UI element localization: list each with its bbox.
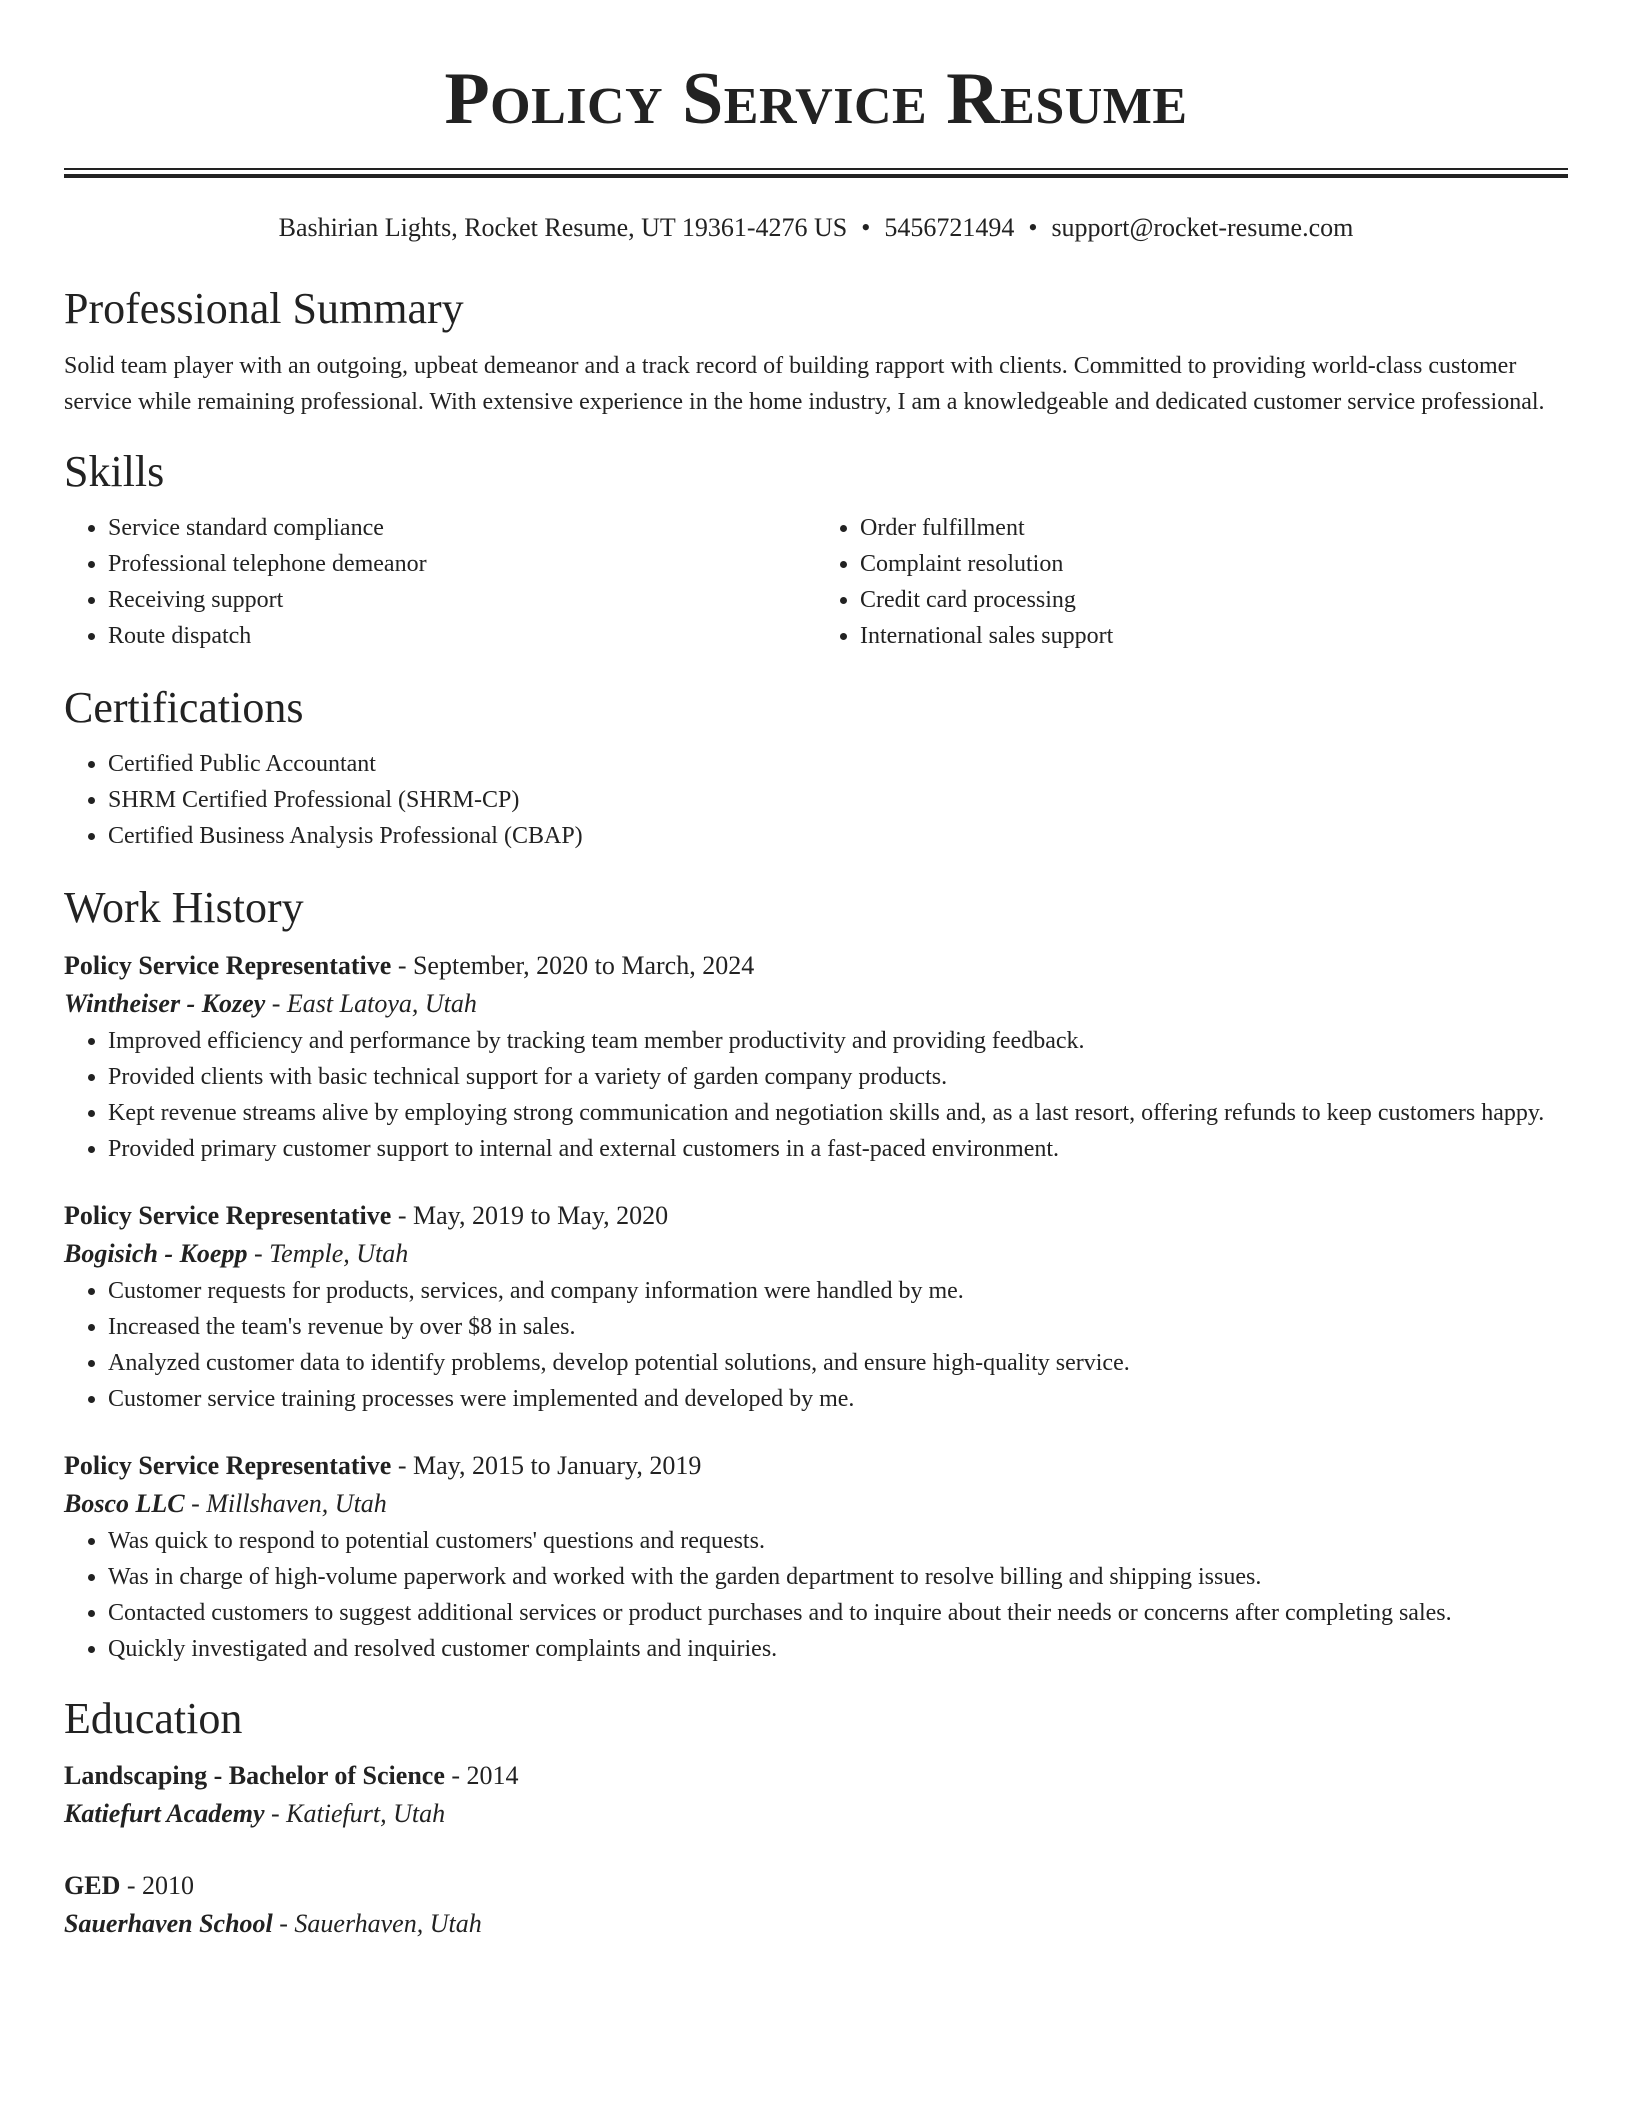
education-degree: GED	[64, 1871, 121, 1901]
contact-email: support@rocket-resume.com	[1051, 213, 1354, 242]
job-bullets	[64, 1273, 1568, 1417]
job-header	[64, 1447, 1568, 1485]
education-entry	[64, 1757, 1568, 1833]
job-bullet: • Customer requests for products, services, and company information were handled by me.	[108, 1273, 1568, 1309]
skill-item: • Credit card processing	[860, 582, 1568, 618]
job-entry	[64, 1197, 1568, 1417]
job-bullet: • Provided primary customer support to internal and external customers in a fast-paced environment.	[108, 1131, 1568, 1167]
job-bullet: • Was in charge of high-volume paperwork and worked with the garden department to resolve billing and shipping issues.	[108, 1559, 1568, 1595]
job-company-line	[64, 1485, 1568, 1523]
skill-item: • Route dispatch	[108, 618, 816, 654]
certifications-list	[64, 746, 1568, 854]
skill-item: • Receiving support	[108, 582, 816, 618]
education-school: Katiefurt Academy	[64, 1799, 265, 1829]
job-location: - East Latoya, Utah	[265, 988, 477, 1018]
job-header	[64, 947, 1568, 985]
job-bullet: • Contacted customers to suggest additional services or product purchases and to inquire about their needs or concerns after completing sales.	[108, 1595, 1568, 1631]
education-year: - 2014	[444, 1761, 519, 1791]
education-heading: Education	[64, 1693, 243, 1743]
job-bullet: • Quickly investigated and resolved customer complaints and inquiries.	[108, 1631, 1568, 1667]
job-company: Wintheiser - Kozey	[64, 988, 266, 1018]
job-company-line	[64, 985, 1568, 1023]
education-school-line	[64, 1905, 1568, 1943]
education-location: - Sauerhaven, Utah	[272, 1909, 482, 1939]
education-degree: Landscaping - Bachelor of Science	[64, 1761, 445, 1791]
job-bullets	[64, 1523, 1568, 1667]
skill-item: • Professional telephone demeanor	[108, 546, 816, 582]
contact-address: Bashirian Lights, Rocket Resume, UT 19361-4276 US	[278, 213, 848, 242]
job-bullet: • Analyzed customer data to identify problems, develop potential solutions, and ensure high-quality service.	[108, 1345, 1568, 1381]
job-title: Policy Service Representative	[64, 1200, 392, 1230]
contact-separator: •	[861, 213, 871, 242]
job-title: Policy Service Representative	[64, 1450, 392, 1480]
job-dates: - September, 2020 to March, 2024	[391, 950, 755, 980]
job-entry	[64, 1447, 1568, 1667]
skill-item: • International sales support	[860, 618, 1568, 654]
contact-line	[64, 212, 1568, 243]
job-title: Policy Service Representative	[64, 950, 392, 980]
job-dates: - May, 2015 to January, 2019	[391, 1450, 702, 1480]
education-header	[64, 1757, 1568, 1795]
job-company: Bogisich - Koepp	[64, 1238, 248, 1268]
work-history-heading: Work History	[64, 883, 304, 933]
skills-heading: Skills	[64, 446, 165, 496]
skill-item: • Complaint resolution	[860, 546, 1568, 582]
skill-item: • Order fulfillment	[860, 510, 1568, 546]
certifications-heading: Certifications	[64, 682, 304, 732]
job-company-line	[64, 1235, 1568, 1273]
education-location: - Katiefurt, Utah	[264, 1799, 446, 1829]
contact-phone: 5456721494	[884, 213, 1015, 242]
contact-separator: •	[1028, 213, 1038, 242]
education-year: - 2010	[120, 1871, 195, 1901]
summary-text: Solid team player with an outgoing, upbeat demeanor and a track record of building rapport with clients. Committed to providing world-class customer service while remaining professional. With extensive experience in the home industry, I am a knowledgeable and dedicated customer service professional.	[64, 352, 1545, 415]
job-bullet: • Kept revenue streams alive by employing strong communication and negotiation skills and, as a last resort, offering refunds to keep customers happy.	[108, 1095, 1568, 1131]
job-entry	[64, 947, 1568, 1167]
certification-item: • Certified Public Accountant	[108, 746, 1568, 782]
certification-item: • SHRM Certified Professional (SHRM-CP)	[108, 782, 1568, 818]
summary-heading: Professional Summary	[64, 284, 464, 334]
job-company: Bosco LLC	[64, 1488, 185, 1518]
job-dates: - May, 2019 to May, 2020	[391, 1200, 669, 1230]
skills-column-right	[816, 510, 1568, 654]
job-bullet: • Customer service training processes were implemented and developed by me.	[108, 1381, 1568, 1417]
certification-item: • Certified Business Analysis Professional (CBAP)	[108, 818, 1568, 854]
education-header	[64, 1867, 1568, 1905]
education-school: Sauerhaven School	[64, 1909, 273, 1939]
page-title: Policy Service Resume	[444, 58, 1188, 140]
job-bullets	[64, 1023, 1568, 1167]
skills-column-left	[64, 510, 816, 654]
job-location: - Temple, Utah	[247, 1238, 409, 1268]
job-bullet: • Was quick to respond to potential customers' questions and requests.	[108, 1523, 1568, 1559]
skill-item: • Service standard compliance	[108, 510, 816, 546]
education-school-line	[64, 1795, 1568, 1833]
skills-list	[64, 510, 1568, 654]
job-location: - Millshaven, Utah	[184, 1488, 387, 1518]
title-divider	[64, 168, 1568, 178]
job-bullet: • Increased the team's revenue by over $8 in sales.	[108, 1309, 1568, 1345]
education-entry	[64, 1867, 1568, 1943]
job-bullet: • Provided clients with basic technical support for a variety of garden company products.	[108, 1059, 1568, 1095]
job-bullet: • Improved efficiency and performance by tracking team member productivity and providing feedback.	[108, 1023, 1568, 1059]
job-header	[64, 1197, 1568, 1235]
